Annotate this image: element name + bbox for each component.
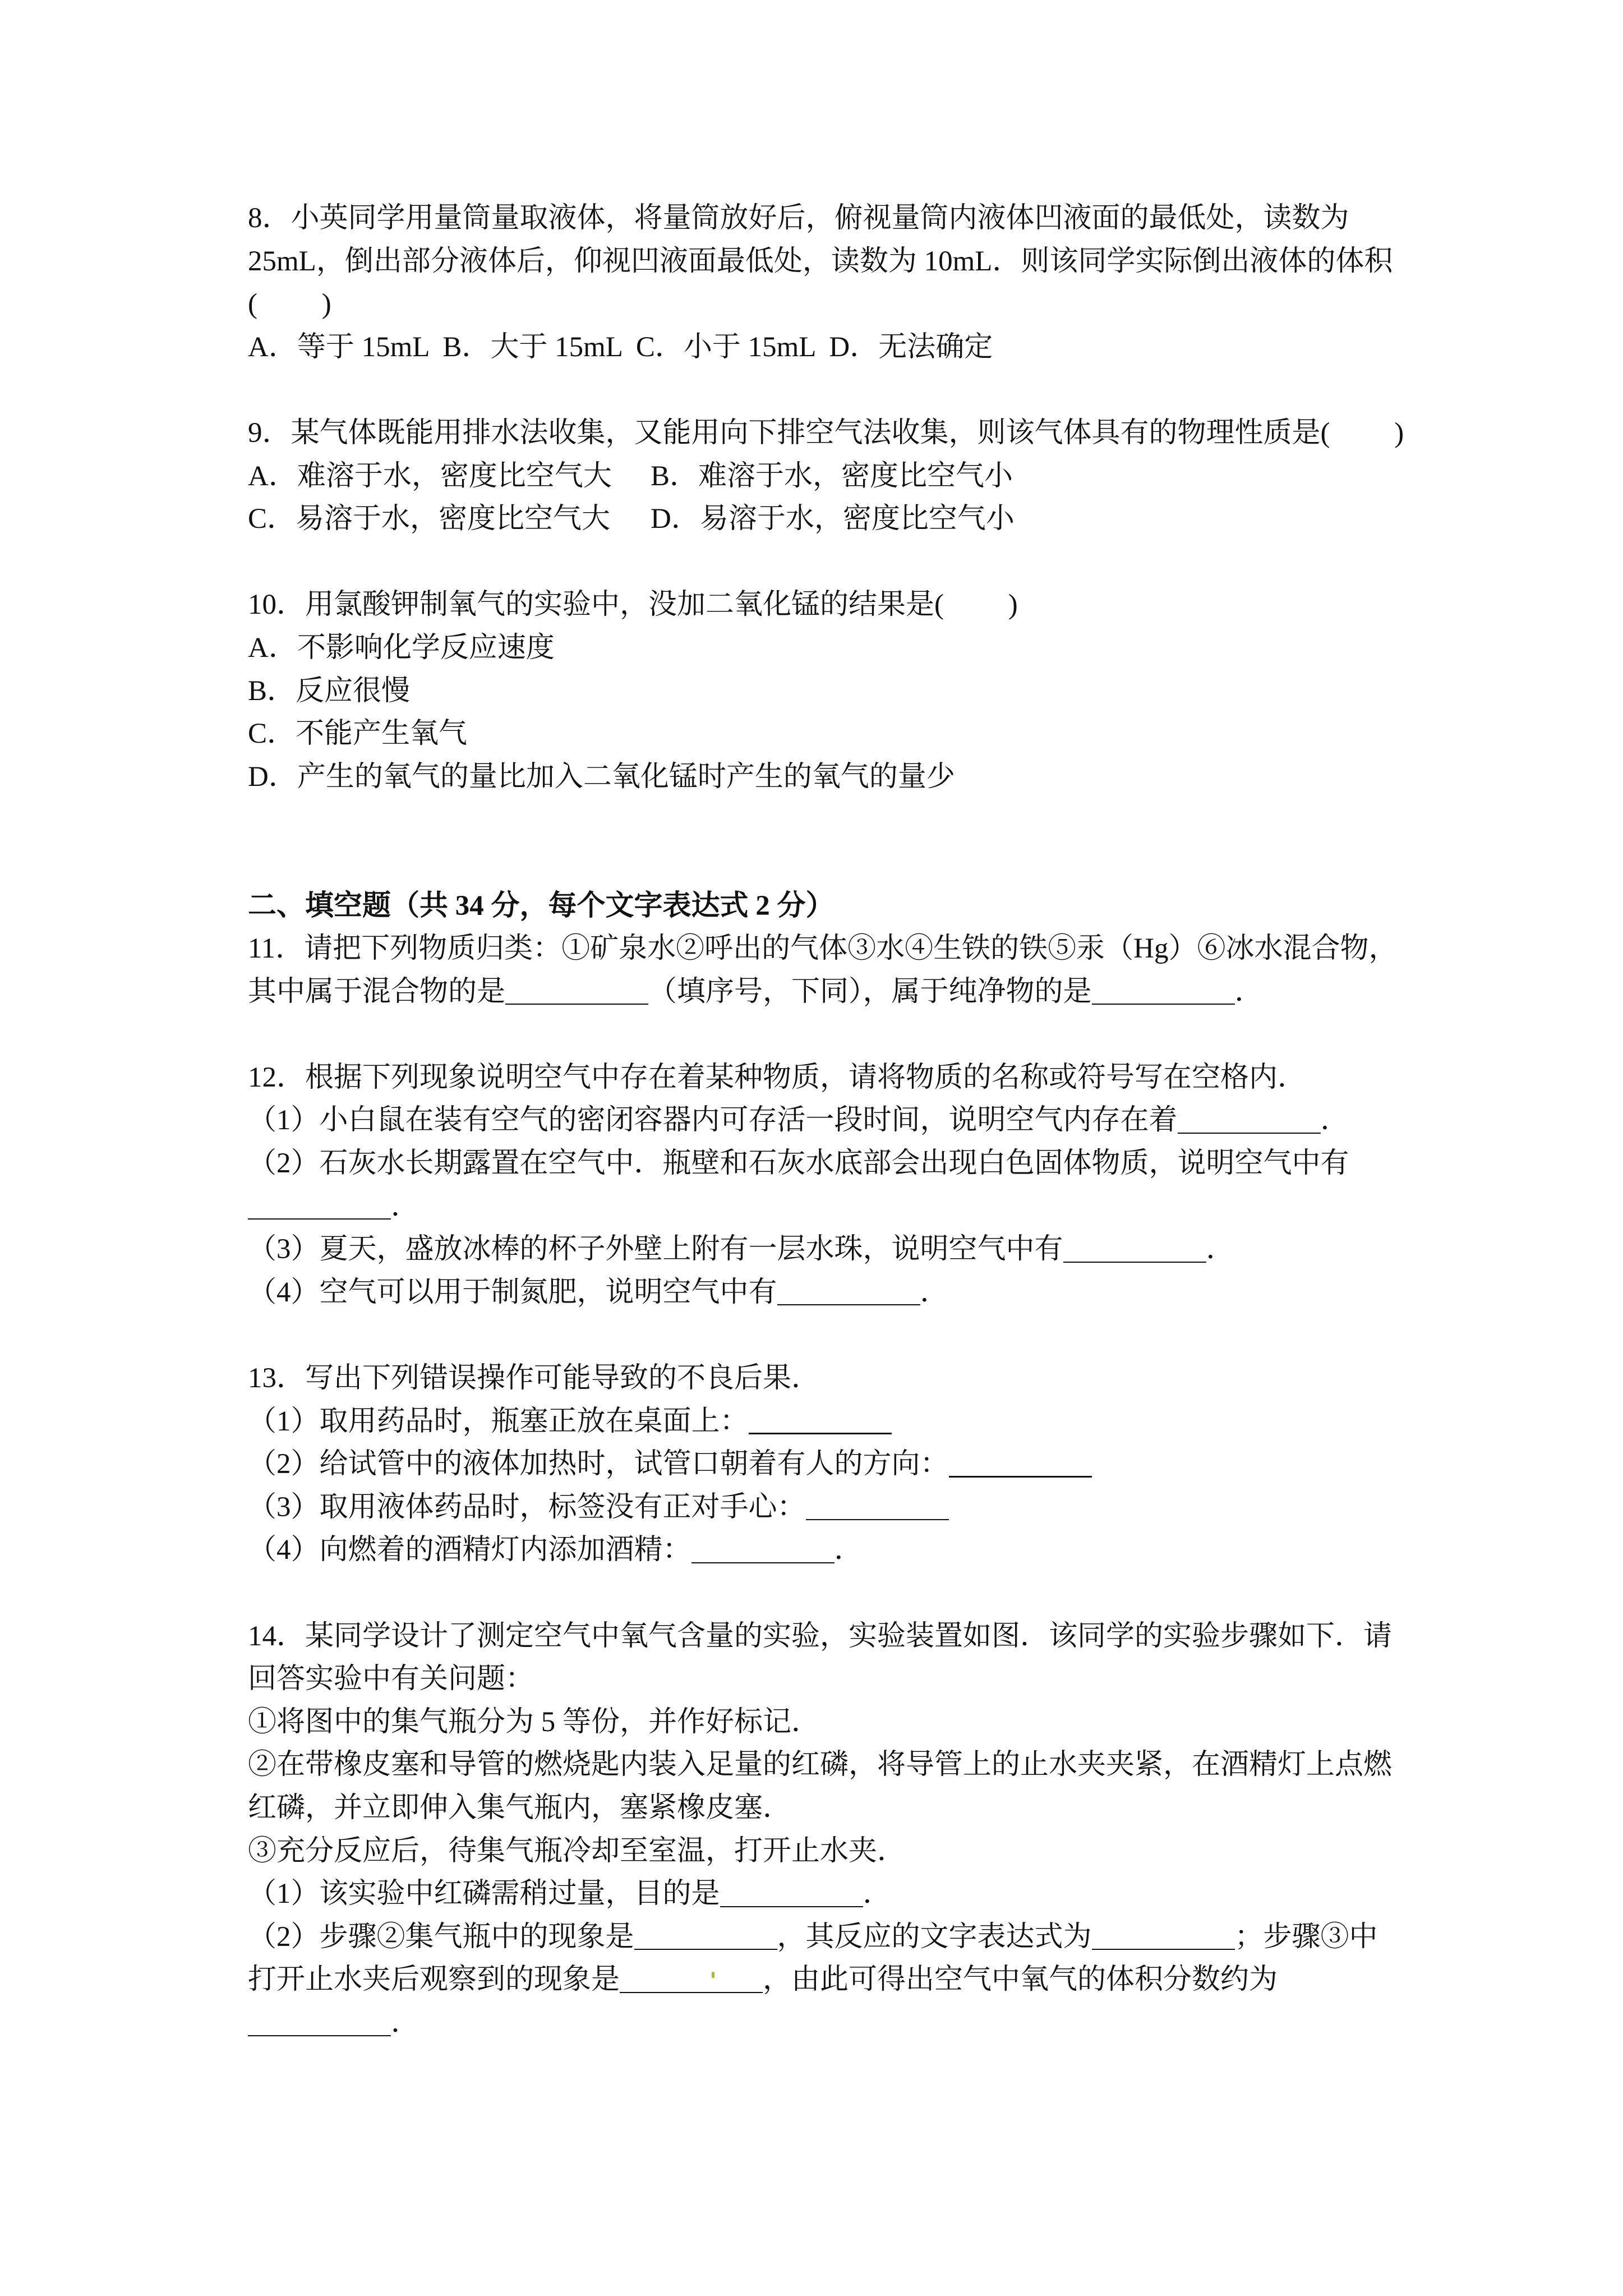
question-list [248,197,1538,2045]
answer-blank [1092,1920,1235,1950]
answer-blank [1063,1233,1206,1263]
q10-option-b: B．反应很慢 [248,675,411,707]
answer-blank [777,1276,920,1305]
q13-part-4 [248,1529,1538,1572]
spacer [248,798,1538,841]
q8-option-d: D．无法确定 [829,331,993,363]
q14-step-2-continued: 红磷，并立即伸入集气瓶内，塞紧橡皮塞． [248,1792,792,1824]
answer-blank [505,975,648,1005]
q9-stem-line: 9．某气体既能用排水法收集，又能用向下排空气法收集，则该气体具有的物理性质是( ) [248,417,1404,449]
q14-part-text: （1）该实验中红磷需稍过量，目的是 [248,1878,720,1910]
answer-blank [720,1878,863,1907]
q11-text: ． [1234,976,1264,1007]
q8-stem-line-2: 25mL，倒出部分液体后，仰视凹液面最低处，读数为 10mL．则该同学实际倒出液体的体积 [248,245,1393,277]
q13-part-text: （3）取用液体药品时，标签没有正对手心： [248,1491,806,1523]
q11-text: （填序号，下同），属于纯净物的是 [648,976,1092,1007]
q8-option-b: B．大于 15mL [442,331,623,363]
q14-part-2-continued [248,1958,1538,2001]
spacer [248,1572,1538,1615]
q12-part-text: （2）石灰水长期露置在空气中．瓶壁和石灰水底部会出现白色固体物质，说明空气中有 [248,1148,1349,1180]
q12-part-text: ． [1320,1105,1349,1137]
q12-part-text: （1）小白鼠在装有空气的密闭容器内可存活一段时间，说明空气内存在着 [248,1105,1178,1137]
q13-part-1 [248,1400,1538,1443]
q14-stem-line-1: 14．某同学设计了测定空气中氧气含量的实验，实验装置如图．该同学的实验步骤如下．请 [248,1620,1393,1652]
q14-part-text: ． [391,2007,420,2039]
answer-blank [749,1404,892,1434]
scan-speck [712,1972,714,1978]
q8-option-c: C．小于 15mL [635,331,817,363]
q13-stem-line: 13．写出下列错误操作可能导致的不良后果． [248,1363,820,1395]
q12-part-text: ． [920,1276,949,1308]
q11-answer-line [248,970,1538,1014]
q8-option-a: A．等于 15mL [248,331,430,363]
q13-part-text: （2）给试管中的液体加热时，试管口朝着有人的方向： [248,1448,949,1480]
q14-part-text: ；步骤③中 [1234,1921,1378,1953]
q14-stem-line-2: 回答实验中有关问题： [248,1663,534,1695]
q10-option-a: A．不影响化学反应速度 [248,632,555,664]
q9-option-c: C．易溶于水，密度比空气大 [248,503,611,535]
q14-part-text: ． [863,1878,892,1910]
q12-part-2-continued [248,1185,1538,1228]
q10-option-d: D．产生的氧气的量比加入二氧化锰时产生的氧气的量少 [248,761,955,793]
answer-blank [1178,1104,1321,1134]
q13-part-2 [248,1443,1538,1486]
answer-blank [806,1490,949,1520]
section-heading: 二、填空题（共 34 分，每个文字表达式 2 分） [248,890,834,922]
answer-blank [949,1447,1092,1478]
spacer [248,369,1538,412]
q13-part-text: ． [834,1534,863,1566]
q12-part-text: ． [1206,1234,1235,1266]
q14-part-text: （2）步骤②集气瓶中的现象是 [248,1921,634,1953]
q10-option-c: C．不能产生氧气 [248,718,468,750]
q14-part-text: ，其反应的文字表达式为 [777,1921,1092,1953]
q12-part-3 [248,1228,1538,1271]
q8-options-row [248,326,1538,369]
answer-blank [620,1963,763,1993]
answer-blank [691,1534,834,1563]
q12-part-text: ． [391,1190,420,1222]
q9-option-b: B．难溶于水，密度比空气小 [651,460,1013,492]
q9-option-d: D．易溶于水，密度比空气小 [651,503,1015,535]
q14-step-3: ③充分反应后，待集气瓶冷却至室温，打开止水夹． [248,1835,906,1867]
q12-part-1 [248,1099,1538,1142]
q13-part-text: （4）向燃着的酒精灯内添加酒精： [248,1534,691,1566]
spacer [248,841,1538,885]
q14-part-2-end [248,2001,1538,2045]
q12-part-4 [248,1271,1538,1314]
q14-part-text: 打开止水夹后观察到的现象是 [248,1964,620,1996]
q12-stem-line: 12．根据下列现象说明空气中存在着某种物质，请将物质的名称或符号写在空格内． [248,1061,1307,1093]
q14-part-2 [248,1916,1538,1959]
q12-part-text: （3）夏天，盛放冰棒的杯子外壁上附有一层水珠，说明空气中有 [248,1234,1063,1266]
q14-part-1 [248,1872,1538,1916]
q8-stem-line-1: 8．小英同学用量筒量取液体，将量筒放好后，俯视量筒内液体凹液面的最低处，读数为 [248,203,1349,234]
q10-stem-line: 10．用氯酸钾制氧气的实验中，没加二氧化锰的结果是( ) [248,589,1018,621]
q12-part-2 [248,1142,1538,1185]
spacer [248,541,1538,584]
q9-options-row-1 [248,455,1538,498]
q9-option-a: A．难溶于水，密度比空气大 [248,460,612,492]
answer-blank [1092,975,1235,1005]
answer-blank [248,2007,391,2036]
q13-part-3 [248,1486,1538,1529]
q9-options-row-2 [248,498,1538,541]
answer-blank [634,1920,777,1950]
q11-text: 其中属于混合物的是 [248,976,506,1007]
spacer [248,1013,1538,1056]
q14-part-text: ，由此可得出空气中氧气的体积分数约为 [763,1964,1278,1996]
spacer [248,1314,1538,1357]
q14-step-2: ②在带橡皮塞和导管的燃烧匙内装入足量的红磷，将导管上的止水夹夹紧，在酒精灯上点燃 [248,1749,1393,1781]
q12-part-text: （4）空气可以用于制氮肥，说明空气中有 [248,1276,777,1308]
q14-step-1: ①将图中的集气瓶分为 5 等份，并作好标记． [248,1706,820,1738]
q13-part-text: （1）取用药品时，瓶塞正放在桌面上： [248,1405,749,1437]
q11-stem-line: 11．请把下列物质归类：①矿泉水②呼出的气体③水④生铁的铁⑤汞（Hg）⑥冰水混合物， [248,933,1398,965]
answer-blank [248,1190,391,1220]
q8-answer-bracket: ( ) [248,288,331,320]
